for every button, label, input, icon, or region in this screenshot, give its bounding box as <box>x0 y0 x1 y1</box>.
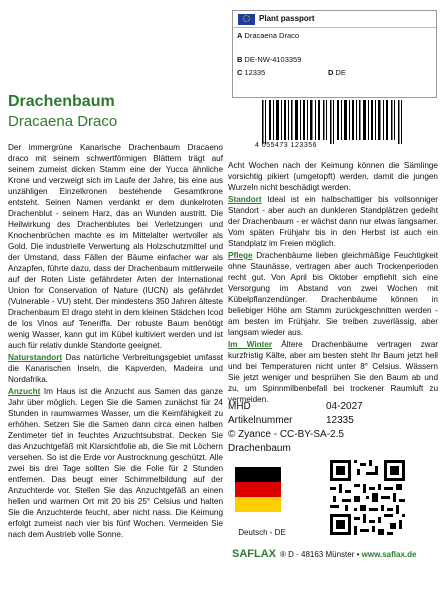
passport-row-a <box>237 31 299 41</box>
left-text-column <box>8 142 223 587</box>
article-number-label: Artikelnummer <box>228 415 293 426</box>
right-text-column <box>228 160 438 404</box>
pflege-paragraph <box>228 250 438 338</box>
passport-value-b: DE-NW-4103359 <box>244 55 302 64</box>
passport-row-d <box>328 68 346 78</box>
passport-value-c: 12335 <box>244 68 266 77</box>
saflax-logo: SAFLAX <box>232 548 276 560</box>
barcode-icon <box>260 100 405 144</box>
anzucht-text: Im Haus ist die Anzucht aus Samen das ganze Jahr über möglich. Legen Sie die Samen zunächst für 24 Stunden in raumwarmes Wasser, um die Keimfähigkeit zu erhöhen. Setzen Sie die Samen dann circa einen halben Zentimeter tief in feuchtes Anzuchtsubstrat. Decken Sie das Anzuchtgefäß mit Klarsichtfolie ab, die Sie mit Löchern versehen. So ist die Erde vor Austrocknung geschützt. Alle zwei bis drei Tage sollten Sie die Folie für 2 Stunden entfernen. Das beugt einer Schimmelbildung auf der Anzuchterde vor. Stellen Sie das Anzuchtgefäß an einen hellen und warmen Ort mit 20 bis 25° Celsius und halten Sie die Anzuchterde feucht, aber nicht nass. Die Keimung erfolgt zumeist nach vier bis fünf Wochen. Vermeiden Sie nach dem Austrieb volle Sonne. <box>8 387 223 539</box>
standort-text: Ideal ist ein halbschattiger bis vollsonniger Standort - aber auch an dunkleren Standplätzen gedeiht der Drachenbaum - er wächst dann nur etwas langsamer. Vom späten Frühjahr bis in den Herbst ist auch ein Standplatz im Freien möglich. <box>228 195 438 248</box>
standort-paragraph <box>228 194 438 249</box>
naturstandort-heading: Naturstandort <box>8 353 63 362</box>
website-link[interactable]: www.saflax.de <box>361 550 417 559</box>
mhd-value: 04-2027 <box>326 401 363 412</box>
plant-name: Drachenbaum <box>228 443 291 454</box>
naturstandort-text: Das natürliche Verbreitungsgebiet umfasst die Kanarischen Inseln, die Kapverden, Madeira und Nordafrika. <box>8 353 223 384</box>
mhd-row <box>228 400 368 414</box>
winter-heading: Im Winter <box>228 340 273 349</box>
passport-key-d: D <box>328 68 334 77</box>
passport-row-c <box>237 68 265 78</box>
passport-value-a: Dracaena Draco <box>244 31 300 40</box>
standort-heading: Standort <box>228 195 262 204</box>
barcode-number: 4 055473 123356 <box>255 142 317 149</box>
footer-address <box>280 550 416 559</box>
anzucht-heading: Anzucht <box>8 387 41 396</box>
license-text: © Zyance - CC-BY-SA-2.5 <box>228 429 344 440</box>
pikieren-paragraph: Acht Wochen nach der Keimung können die Sämlinge vorsichtig pikiert (umgetopft) werden, damit die jungen Wurzeln nicht beschädigt werden. <box>228 161 438 192</box>
plant-passport-title: Plant passport <box>259 14 315 23</box>
page-subtitle: Dracaena Draco <box>8 113 118 130</box>
plant-passport <box>232 10 437 98</box>
qr-code-icon[interactable] <box>330 460 405 535</box>
passport-key-a: A <box>237 31 243 40</box>
pflege-heading: Pflege <box>228 251 253 260</box>
flag-stripe-red <box>235 482 281 497</box>
article-number-row <box>228 414 368 428</box>
mhd-label: MHD <box>228 401 251 412</box>
passport-key-b: B <box>237 55 243 64</box>
flag-stripe-black <box>235 467 281 482</box>
footer-address-text: ® D - 48163 Münster • <box>280 550 360 559</box>
winter-text: Ältere Drachenbäume vertragen zwar kurzfristig Kälte, aber am besten steht Ihr Baum jetzt hell und bei Temperaturen nicht unter 8° Celsius. Wässern Sie jetzt weniger und besprühen Sie den Baum ab und zu, um Spinnmilbenbefall bei trockener Raumluft zu vermeiden. <box>228 340 438 404</box>
article-number-value: 12335 <box>326 415 354 426</box>
flag-stripe-gold <box>235 497 281 512</box>
passport-key-c: C <box>237 68 243 77</box>
eu-flag-icon <box>238 14 255 25</box>
page-title: Drachenbaum <box>8 93 115 110</box>
anzucht-paragraph <box>8 386 223 540</box>
language-label: Deutsch - DE <box>238 528 286 537</box>
product-info <box>228 400 368 456</box>
plant-passport-header <box>233 11 436 28</box>
passport-value-d: DE <box>335 68 346 77</box>
passport-row-b <box>237 55 301 65</box>
intro-paragraph: Der immergrüne Kanarische Drachenbaum Dracaeno draco mit seinem schwertförmigen Blättern trägt auf seinem zumeist dicken Stamm eine der Yucca ähnliche Krone und verzweigt sich im Laufe der Jahre, bis eine aus unzähligen Einzelkronen bestehende Gesamtkrone entsteht. Seinen Namen verdankt er dem dunkelroten Drachenblut - seinem Harz, das an Wunden austritt. Die Heilwirkung des Drachenblutes bei Verletzungen und Knochenbrüchen machte es im Mittelalter wertvoller als Gold. Die industrielle Verwertung als Holzschutzmittel und der Umstand, dass Fällen der Bäume einfacher war als Anzapfen, führte dazu, dass der Drachenbaum mittlerweile auf der Roten Liste gefährdeter Arten der International Union for Conservation of Nature (IUCN) als gefährdet (Vulnerable - VU) steht. Der mindestens 350 Jahren älteste Drachenbaum El drago steht in dem kleinen Städchen Icod de los Vinos auf Teneriffa. Der robuste Baum benötigt wenig Wasser, kann gut im Kübel kultiviert werden und ist auch für relativ dunkle Standorte geeignet. <box>8 143 223 350</box>
pflege-text: Drachenbäume lieben gleichmäßige Feuchtigkeit ohne Staunässe, vertragen aber auch Trockenperioden recht gut. Von April bis Oktober empfiehlt sich eine Versorgung im Abstand von zwei Wochen mit Kübelpflanzendünger. Drachenbäume können in beliebiger Höhe am Stamm zurückgeschnitten werden - am besten im Frühjahr. Sie treiben zuverlässig, aber langsam wieder aus. <box>228 251 438 337</box>
naturstandort-paragraph <box>8 352 223 385</box>
winter-paragraph <box>228 339 438 405</box>
german-flag-icon <box>235 467 281 525</box>
